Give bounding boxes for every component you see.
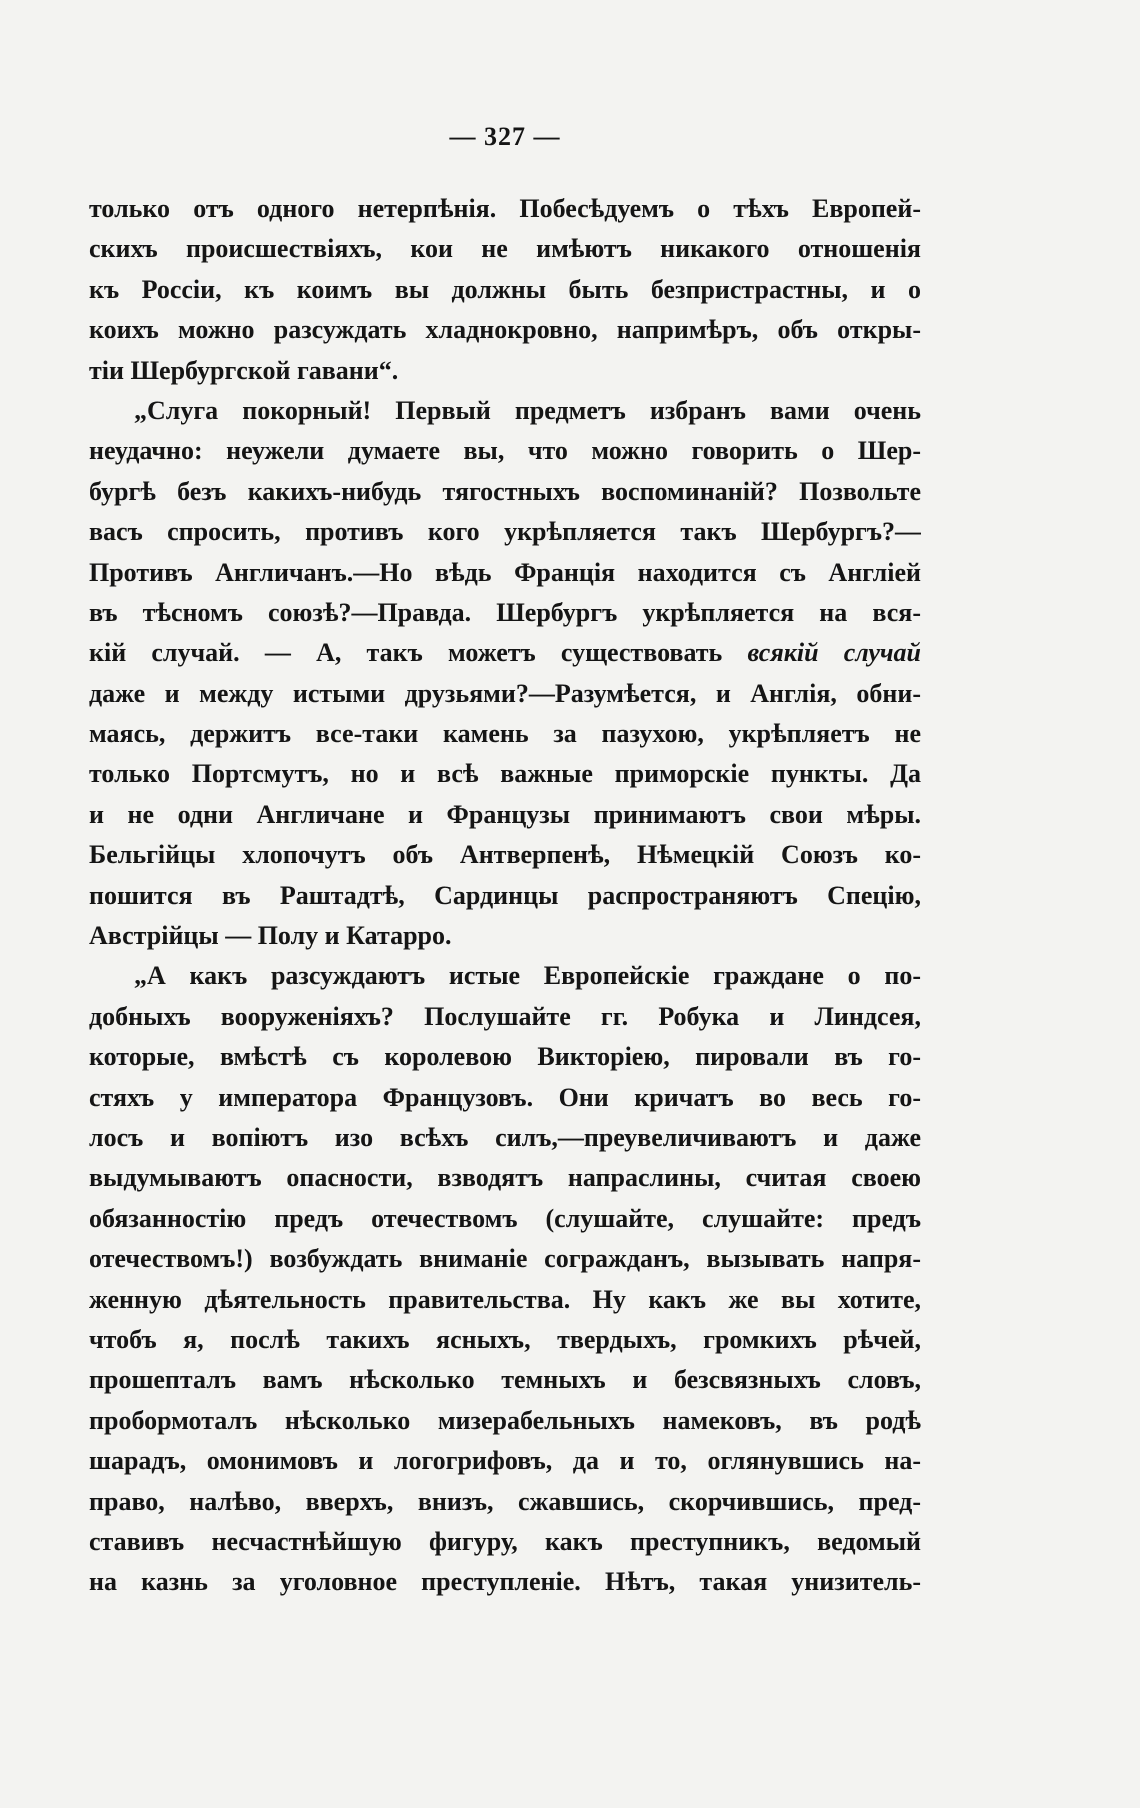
page-text xyxy=(89,189,921,1603)
text-line: и не одни Англичане и Французы принимаютъ свои мѣры. xyxy=(89,799,921,829)
text-line: ставивъ несчастнѣйшую фигуру, какъ преступникъ, ведомый xyxy=(89,1526,921,1556)
text-line: въ тѣсномъ союзѣ?—Правда. Шербургъ укрѣпляется на вся- xyxy=(89,597,921,627)
text-line: отечествомъ!) возбуждать вниманіе согражданъ, вызывать напря- xyxy=(89,1244,921,1274)
text-line: Австрійцы — Полу и Катарро. xyxy=(89,921,452,951)
paragraph xyxy=(89,956,921,1602)
text-line: Противъ Англичанъ.—Но вѣдь Франція находится съ Англіей xyxy=(89,557,921,587)
text-line: даже и между истыми друзьями?—Разумѣется, и Англія, обни- xyxy=(89,678,921,708)
text-segment: кій случай. — А, такъ можетъ существовать xyxy=(89,638,748,668)
text-line: женную дѣятельность правительства. Ну какъ же вы хотите, xyxy=(89,1284,921,1314)
text-line: которые, вмѣстѣ съ королевою Викторіею, пировали въ го- xyxy=(89,1042,921,1072)
text-line: неудачно: неужели думаете вы, что можно говорить о Шер- xyxy=(89,436,921,466)
text-line: прошепталъ вамъ нѣсколько темныхъ и безсвязныхъ словъ, xyxy=(89,1365,921,1395)
paragraph xyxy=(89,391,921,956)
text-line: добныхъ вооруженіяхъ? Послушайте гг. Робука и Линдсея, xyxy=(89,1001,921,1031)
text-line: скихъ происшествіяхъ, кои не имѣютъ никакого отношенія xyxy=(89,234,921,264)
page-number: — 327 — xyxy=(449,122,561,151)
text-line: „А какъ разсуждаютъ истые Европейскіе граждане о по- xyxy=(134,961,921,991)
text-line: обязанностію предъ отечествомъ (слушайте, слушайте: предъ xyxy=(89,1203,921,1233)
text-line: стяхъ у императора Французовъ. Они кричатъ во весь го- xyxy=(89,1082,921,1112)
text-line: васъ спросить, противъ кого укрѣпляется такъ Шербургъ?— xyxy=(89,517,921,547)
text-line: пробормоталъ нѣсколько мизерабельныхъ намековъ, въ родѣ xyxy=(89,1405,921,1435)
text-line: шарадъ, омонимовъ и логогрифовъ, да и то, оглянувшись на- xyxy=(89,1446,921,1476)
emphasized-text: всякій случай xyxy=(747,638,921,668)
text-line: „Слуга покорный! Первый предметъ избранъ вами очень xyxy=(134,395,921,425)
text-line: къ Россіи, къ коимъ вы должны быть безпристрастны, и о xyxy=(89,274,921,304)
text-line: на казнь за уголовное преступленіе. Нѣтъ, такая унизитель- xyxy=(89,1567,921,1597)
text-line: только отъ одного нетерпѣнія. Побесѣдуемъ о тѣхъ Европей- xyxy=(89,194,921,223)
text-line: бургѣ безъ какихъ-нибудь тягостныхъ воспоминаній? Позвольте xyxy=(89,476,921,506)
paragraph xyxy=(89,189,921,391)
text-line: Бельгійцы хлопочутъ объ Антверпенѣ, Нѣмецкій Союзъ ко- xyxy=(89,840,921,870)
text-line: лосъ и вопіютъ изо всѣхъ силъ,—преувеличиваютъ и даже xyxy=(89,1122,921,1152)
text-line: только Портсмутъ, но и всѣ важные приморскіе пункты. Да xyxy=(89,759,921,789)
text-line: коихъ можно разсуждать хладнокровно, напримѣръ, объ откры- xyxy=(89,315,921,345)
text-line: тіи Шербургской гавани“. xyxy=(89,355,399,385)
text-line: пошится въ Раштадтѣ, Сардинцы распространяютъ Спецію, xyxy=(89,880,921,910)
text-line: право, налѣво, вверхъ, внизъ, сжавшись, скорчившись, пред- xyxy=(89,1486,921,1516)
text-line: чтобъ я, послѣ такихъ ясныхъ, твердыхъ, громкихъ рѣчей, xyxy=(89,1324,921,1354)
text-line xyxy=(89,633,921,673)
text-line: маясь, держитъ все-таки камень за пазухою, укрѣпляетъ не xyxy=(89,719,921,749)
text-line: выдумываютъ опасности, взводятъ напраслины, считая своею xyxy=(89,1163,921,1193)
